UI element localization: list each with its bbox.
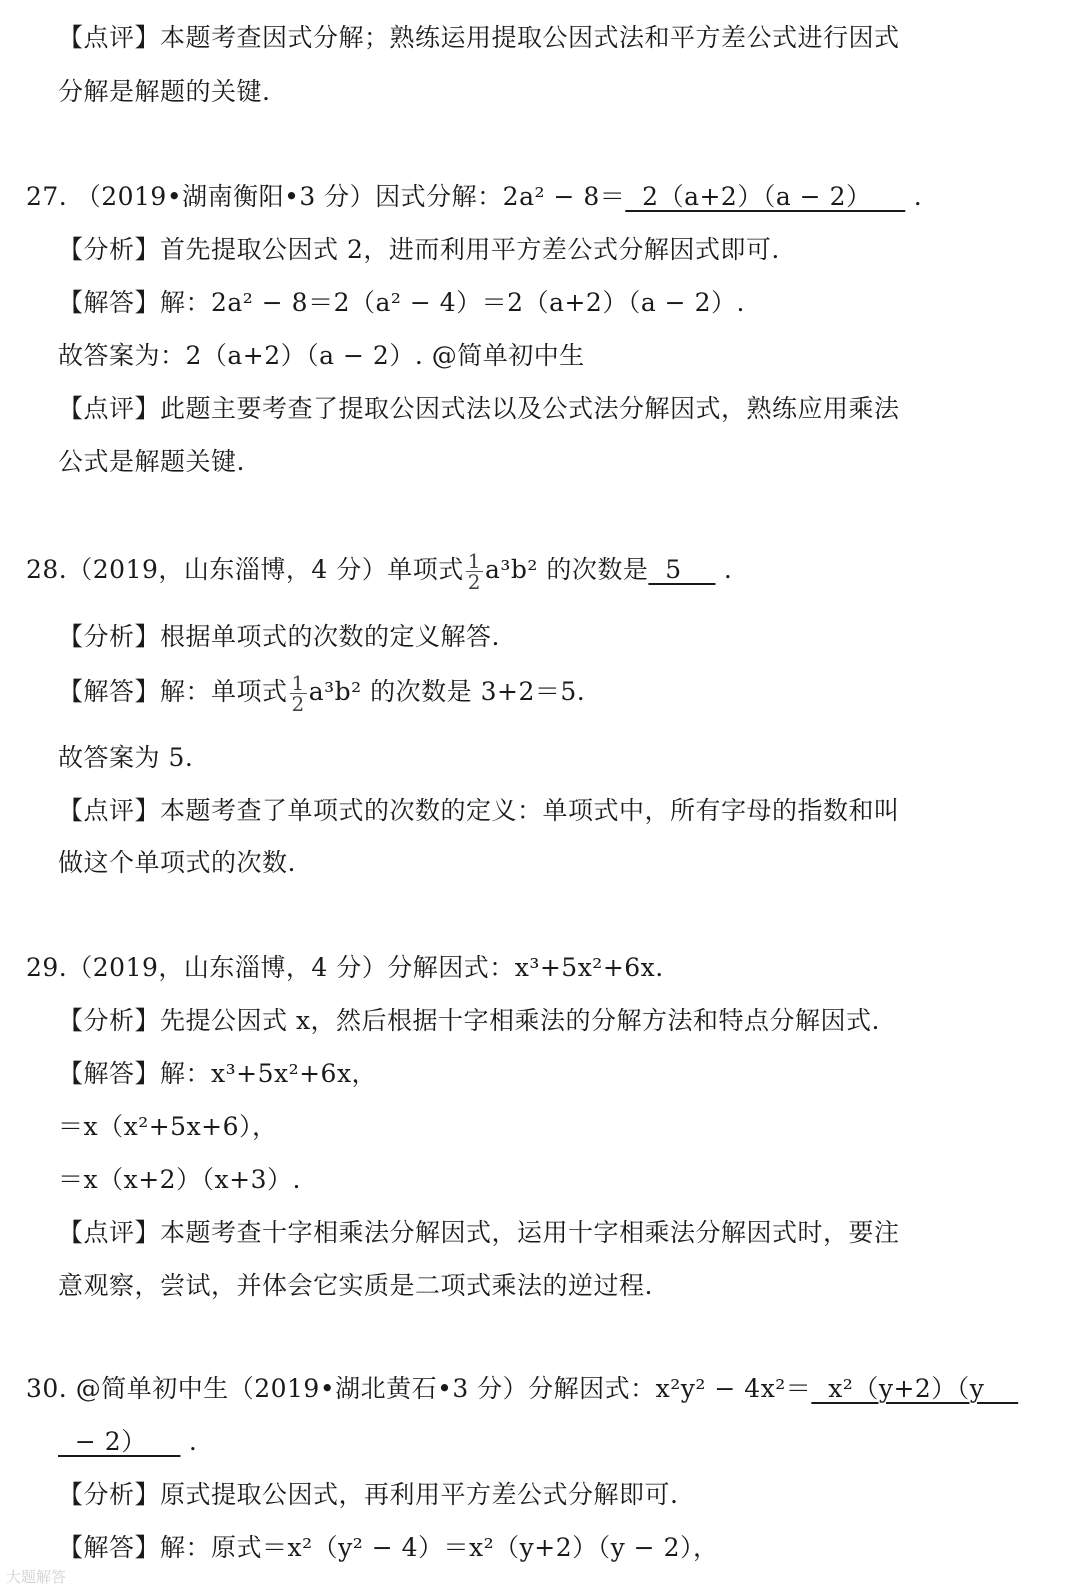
text-line	[58, 1213, 990, 1253]
text-line	[58, 791, 990, 831]
line-text: 【解答】解：单项式	[58, 677, 288, 706]
text-line	[58, 442, 990, 482]
text-line	[58, 1475, 990, 1515]
text-line	[58, 336, 990, 376]
watermark: 大题解答	[6, 1568, 67, 1586]
text-line	[58, 672, 990, 714]
text-line	[58, 617, 990, 657]
text-line	[26, 550, 990, 592]
line-text: ＝x（x²+5x+6），	[58, 1112, 278, 1141]
line-text: 【点评】本题考查十字相乘法分解因式，运用十字相乘法分解因式时，要注	[58, 1218, 900, 1247]
line-text: 28.（2019，山东淄博，4 分）单项式	[26, 555, 464, 584]
line-text: 【解答】解：x³+5x²+6x，	[58, 1059, 378, 1088]
fraction	[466, 551, 483, 592]
text-line	[58, 18, 990, 58]
line-end: .	[180, 1427, 198, 1456]
text-line	[26, 948, 990, 988]
line-text: 公式是解题关键.	[58, 447, 245, 476]
fraction-numerator: 1	[467, 549, 481, 573]
line-text: 意观察，尝试，并体会它实质是二项式乘法的逆过程.	[58, 1271, 653, 1300]
answer-blank: − 2）	[58, 1427, 181, 1456]
text-line	[58, 72, 990, 112]
line-text: 【分析】先提公因式 x，然后根据十字相乘法的分解方法和特点分解因式.	[58, 1006, 880, 1035]
line-text-after: a³b² 的次数是	[484, 555, 649, 584]
line-text: 【解答】解：原式＝x²（y² − 4）＝x²（y+2）（y − 2），	[58, 1533, 719, 1562]
line-text: 30. @简单初中生（2019•湖北黄石•3 分）分解因式：x²y² − 4x²＝	[26, 1374, 812, 1403]
line-text: 故答案为：2（a+2）（a − 2）. @简单初中生	[58, 341, 585, 370]
text-line	[58, 1054, 990, 1094]
text-line	[58, 1107, 990, 1147]
line-text: 【点评】本题考查因式分解；熟练运用提取公因式法和平方差公式进行因式	[58, 23, 900, 52]
line-text: ＝x（x+2）（x+3）.	[58, 1165, 301, 1194]
text-line	[58, 843, 990, 883]
text-line	[58, 1528, 990, 1568]
line-text: 【点评】本题考查了单项式的次数的定义：单项式中，所有字母的指数和叫	[58, 796, 900, 825]
text-line	[58, 230, 990, 270]
fraction-numerator: 1	[291, 671, 305, 695]
text-line	[58, 389, 990, 429]
fraction-denominator: 2	[467, 570, 481, 594]
line-end: .	[715, 555, 733, 584]
line-text: 29.（2019，山东淄博，4 分）分解因式：x³+5x²+6x.	[26, 953, 664, 982]
line-text: 【点评】此题主要考查了提取公因式法以及公式法分解因式，熟练应用乘法	[58, 394, 900, 423]
text-line	[58, 1001, 990, 1041]
answer-blank: x²（y+2）（y	[811, 1374, 1019, 1403]
line-end: .	[905, 182, 923, 211]
text-line	[26, 1369, 1019, 1409]
line-text: 【解答】解：2a² − 8＝2（a² − 4）＝2（a+2）（a − 2）.	[58, 288, 745, 317]
line-text: 故答案为 5.	[58, 743, 194, 772]
line-text: 【分析】根据单项式的次数的定义解答.	[58, 622, 500, 651]
line-text: 【分析】原式提取公因式，再利用平方差公式分解即可.	[58, 1480, 679, 1509]
text-line	[58, 283, 990, 323]
text-line	[58, 1266, 990, 1306]
line-text-after: a³b² 的次数是 3+2＝5.	[308, 677, 586, 706]
answer-blank: 5	[648, 555, 716, 584]
line-text: 做这个单项式的次数.	[58, 848, 296, 877]
answer-blank: 2（a+2）（a − 2）	[625, 182, 906, 211]
text-line	[58, 1160, 990, 1200]
fraction-denominator: 2	[291, 692, 305, 716]
text-line	[58, 738, 990, 778]
line-text: 27. （2019•湖南衡阳•3 分）因式分解：2a² − 8＝	[26, 182, 626, 211]
line-text: 【分析】首先提取公因式 2，进而利用平方差公式分解因式即可.	[58, 235, 780, 264]
text-line	[26, 177, 990, 217]
line-text: 分解是解题的关键.	[58, 77, 271, 106]
fraction	[290, 673, 307, 714]
text-line	[58, 1422, 990, 1462]
